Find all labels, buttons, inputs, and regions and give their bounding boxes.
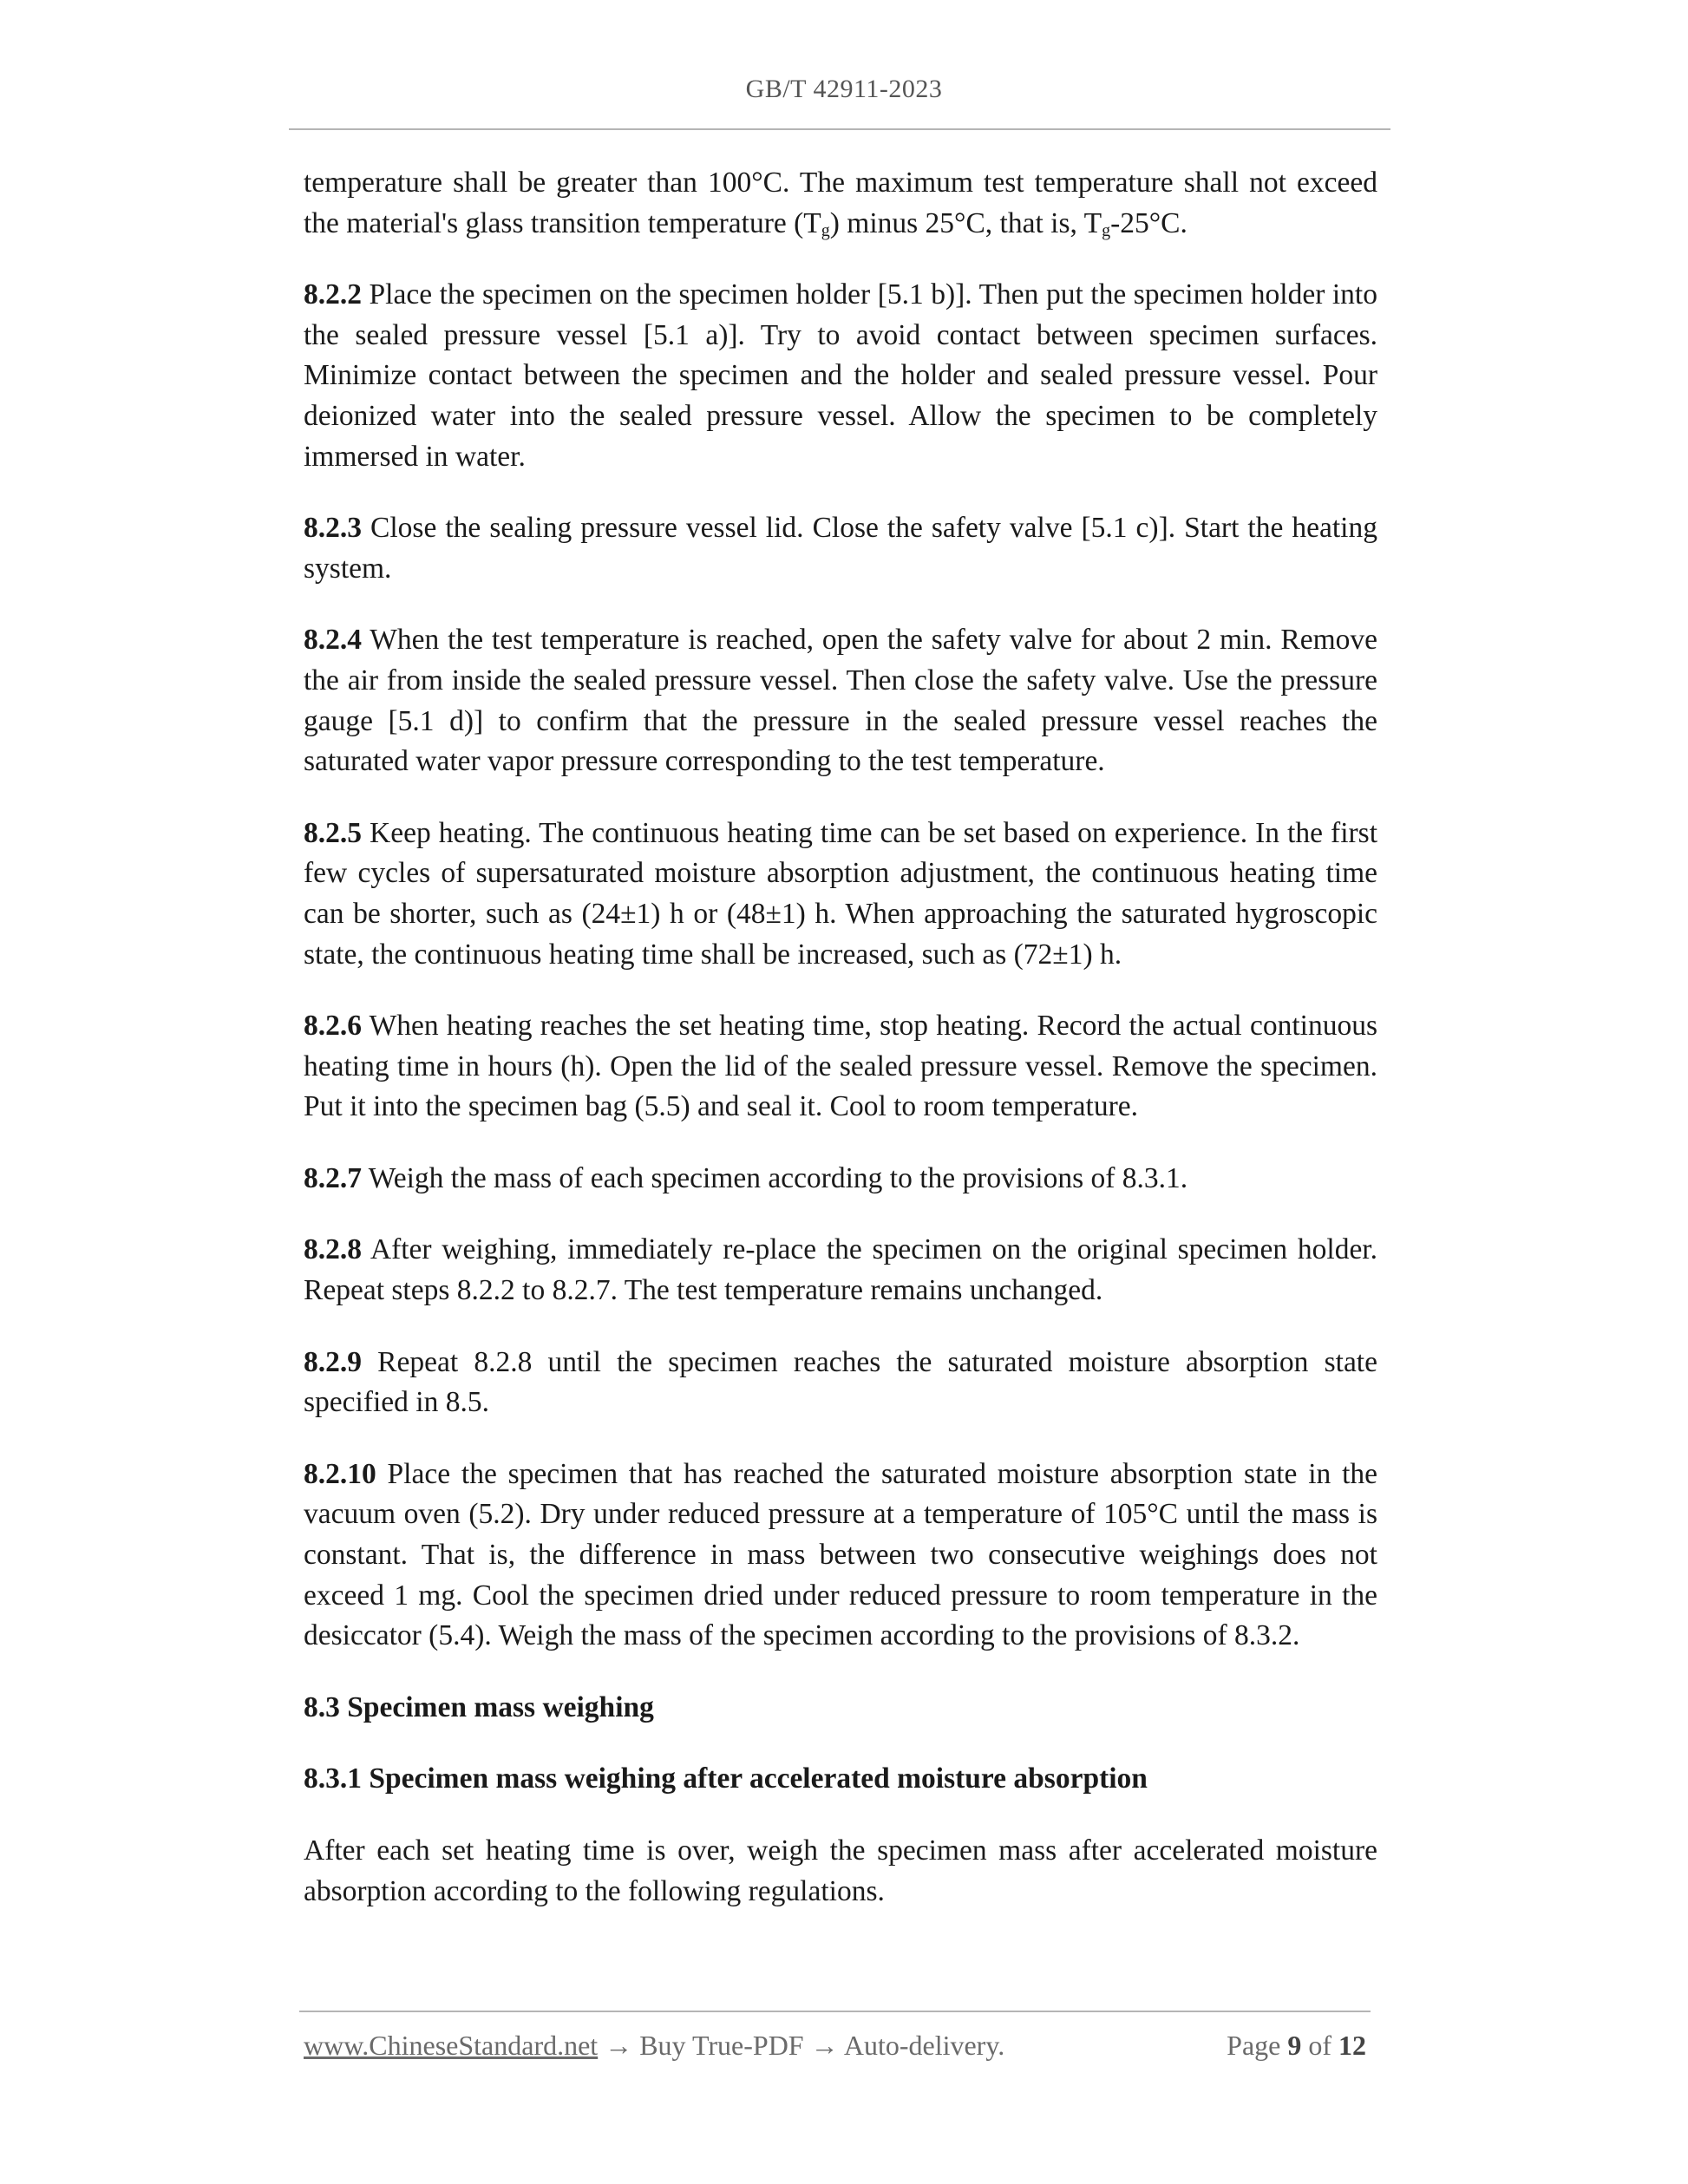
clause-8-2-5 xyxy=(304,814,1377,975)
clause-number: 8.2.5 xyxy=(304,816,362,849)
clause-8-2-2 xyxy=(304,275,1377,477)
section-heading-8-3-1: 8.3.1 Specimen mass weighing after accelerated moisture absorption xyxy=(304,1762,1148,1795)
paragraph-8-3-1-intro: After each set heating time is over, weigh the specimen mass after accelerated moisture absorption according to the following regulations. xyxy=(304,1834,1377,1907)
clause-number: 8.2.10 xyxy=(304,1457,376,1490)
clause-text: Repeat 8.2.8 until the specimen reaches the saturated moisture absorption state specified in 8.5. xyxy=(304,1345,1377,1419)
clause-8-2-9 xyxy=(304,1343,1377,1423)
clause-text: When heating reaches the set heating time, stop heating. Record the actual continuous heating time in hours (h). Open the lid of the sealed pressure vessel. Remove the specimen. Put it into the specimen bag (5.5) and seal it. Cool to room temperature. xyxy=(304,1010,1377,1123)
clause-text: Close the sealing pressure vessel lid. Close the safety valve [5.1 c)]. Start the heating system. xyxy=(304,512,1377,585)
clause-number: 8.2.6 xyxy=(304,1010,362,1043)
clause-text: Place the specimen on the specimen holder [5.1 b)]. Then put the specimen holder into the sealed pressure vessel [5.1 a)]. Try to avoid contact between specimen surfaces. Minimize contact between the specimen and the holder and sealed pressure vessel. Pour deionized water into the sealed pressure vessel. Allow the specimen to be completely immersed in water. xyxy=(304,278,1377,473)
current-page-number: 9 xyxy=(1287,2030,1302,2061)
footer-promo-text: → Buy True-PDF → Auto-delivery. xyxy=(598,2030,1005,2061)
clause-text: When the test temperature is reached, open the safety valve for about 2 min. Remove the air from inside the sealed pressure vessel. Then close the safety valve. Use the pressure gauge [5.1 d)] to confirm that the pressure in the sealed pressure vessel reaches the saturated water vapor pressure corresponding to the test temperature. xyxy=(304,624,1377,778)
clause-8-2-3 xyxy=(304,508,1377,589)
clause-8-2-8 xyxy=(304,1230,1377,1311)
footer-promo xyxy=(304,2030,1004,2062)
clause-text: After weighing, immediately re-place the specimen on the original specimen holder. Repeat steps 8.2.2 to 8.2.7. The test temperature remains unchanged. xyxy=(304,1233,1377,1307)
clause-number: 8.2.7 xyxy=(304,1161,362,1194)
clause-text: Keep heating. The continuous heating time can be set based on experience. In the first few cycles of supersaturated moisture absorption adjustment, the continuous heating time can be shorter, such as (24±1) h or (48±1) h. When approaching the saturated hygroscopic state, the continuous heating time shall be increased, such as (72±1) h. xyxy=(304,816,1377,971)
header-divider xyxy=(289,128,1390,130)
total-page-count: 12 xyxy=(1338,2030,1366,2061)
page-footer xyxy=(304,2030,1366,2068)
section-heading-8-3: 8.3 Specimen mass weighing xyxy=(304,1690,654,1723)
subscript-g: g xyxy=(1102,220,1111,240)
clause-number: 8.2.2 xyxy=(304,278,362,311)
clause-8-2-10 xyxy=(304,1455,1377,1657)
clause-number: 8.2.9 xyxy=(304,1345,362,1378)
document-body xyxy=(304,163,1377,1943)
document-id-header: GB/T 42911-2023 xyxy=(745,75,943,103)
clause-number: 8.2.4 xyxy=(304,624,362,657)
clause-8-2-6 xyxy=(304,1006,1377,1128)
website-link[interactable]: www.ChineseStandard.net xyxy=(304,2030,599,2061)
clause-8-2-4 xyxy=(304,620,1377,781)
clause-number: 8.2.3 xyxy=(304,512,362,545)
clause-text: Place the specimen that has reached the saturated moisture absorption state in the vacuum oven (5.2). Dry under reduced pressure at a temperature of 105°C until the mass is constant. That is, the difference in mass between two consecutive weighings does not exceed 1 mg. Cool the specimen dried under reduced pressure to room temperature in the desiccator (5.4). Weigh the mass of the specimen according to the provisions of 8.3.2. xyxy=(304,1457,1377,1652)
paragraph-continuation: temperature shall be greater than 100°C. The maximum test temperature shall not exceed the material's glass transition temperature $(T_g)$ minus 25°C, that is, $T_g-25^\circ C$. xyxy=(304,167,1377,240)
page-indicator: Page 9 of 12 xyxy=(1227,2030,1366,2061)
subscript-g: g xyxy=(821,220,830,240)
clause-8-2-7 xyxy=(304,1159,1377,1200)
clause-text: Weigh the mass of each specimen according to the provisions of 8.3.1. xyxy=(362,1161,1188,1194)
clause-number: 8.2.8 xyxy=(304,1233,362,1266)
footer-divider xyxy=(299,2011,1371,2012)
